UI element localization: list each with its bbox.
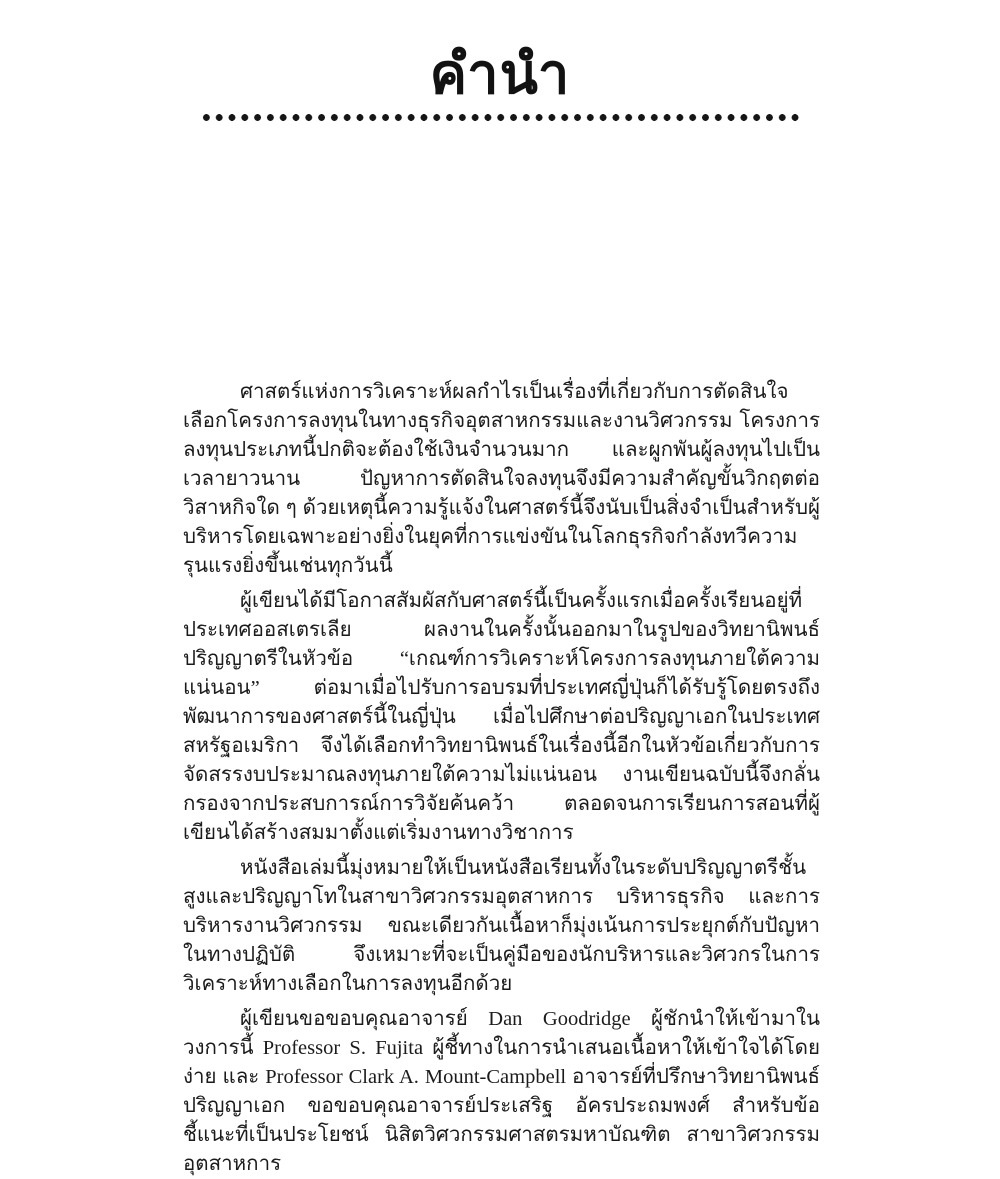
dotted-divider — [200, 113, 801, 122]
paragraph-1: ศาสตร์แห่งการวิเคราะห์ผลกำไรเป็นเรื่องที่เกี่ยวกับการตัดสินใจเลือกโครงการลงทุนในทางธุรกิจอุตสาหกรรมและงานวิศวกรรม โครงการลงทุนประเภทนี้ปกติจะต้องใช้เงินจำนวนมาก และผูกพันผู้ลงทุนไปเป็นเวลายาวนาน ปัญหาการตัดสินใจลงทุนจึงมีความสำคัญขั้นวิกฤตต่อวิสาหกิจใด ๆ ด้วยเหตุนี้ความรู้แจ้งในศาสตร์นี้จึงนับเป็นสิ่งจำเป็นสำหรับผู้บริหารโดยเฉพาะอย่างยิ่งในยุคที่การแข่งขันในโลกธุรกิจกำลังทวีความรุนแรงยิ่งขึ้นเช่นทุกวันนี้ — [183, 381, 820, 577]
paragraph-2: ผู้เขียนได้มีโอกาสสัมผัสกับศาสตร์นี้เป็นครั้งแรกเมื่อครั้งเรียนอยู่ที่ประเทศออสเตรเลีย ผลงานในครั้งนั้นออกมาในรูปของวิทยานิพนธ์ปริญญาตรีในหัวข้อ “เกณฑ์การวิเคราะห์โครงการลงทุนภายใต้ความแน่นอน” ต่อมาเมื่อไปรับการอบรมที่ประเทศญี่ปุ่นก็ได้รับรู้โดยตรงถึงพัฒนาการของศาสตร์นี้ในญี่ปุ่น เมื่อไปศึกษาต่อปริญญาเอกในประเทศสหรัฐอเมริกา จึงได้เลือกทำวิทยานิพนธ์ในเรื่องนี้อีกในหัวข้อเกี่ยวกับการจัดสรรงบประมาณลงทุนภายใต้ความไม่แน่นอน งานเขียนฉบับนี้จึงกลั่นกรองจากประสบการณ์การวิจัยค้นคว้า ตลอดจนการเรียนการสอนที่ผู้เขียนได้สร้างสมมาตั้งแต่เริ่มงานทางวิชาการ — [183, 590, 820, 844]
paragraph-3: หนังสือเล่มนี้มุ่งหมายให้เป็นหนังสือเรียนทั้งในระดับปริญญาตรีชั้นสูงและปริญญาโทในสาขาวิศวกรรมอุตสาหการ บริหารธุรกิจ และการบริหารงานวิศวกรรม ขณะเดียวกันเนื้อหาก็มุ่งเน้นการประยุกต์กับปัญหาในทางปฏิบัติ จึงเหมาะที่จะเป็นคู่มือของนักบริหารและวิศวกรในการวิเคราะห์ทางเลือกในการลงทุนอีกด้วย — [183, 857, 820, 995]
page-title: คำนำ — [429, 42, 571, 107]
preface-body — [183, 378, 820, 1179]
paragraph-4: ผู้เขียนขอขอบคุณอาจารย์ Dan Goodridge ผู้ชักนำให้เข้ามาในวงการนี้ Professor S. Fujita ผู้ชี้ทางในการนำเสนอเนื้อหาให้เข้าใจได้โดยง่าย และ Professor Clark A. Mount-Campbell อาจารย์ที่ปรึกษาวิทยานิพนธ์ปริญญาเอก ขอขอบคุณอาจารย์ประเสริฐ อัครประถมพงศ์ สำหรับข้อชี้แนะที่เป็นประโยชน์ นิสิตวิศวกรรมศาสตรมหาบัณฑิต สาขาวิศวกรรมอุตสาหการ — [183, 1008, 820, 1175]
